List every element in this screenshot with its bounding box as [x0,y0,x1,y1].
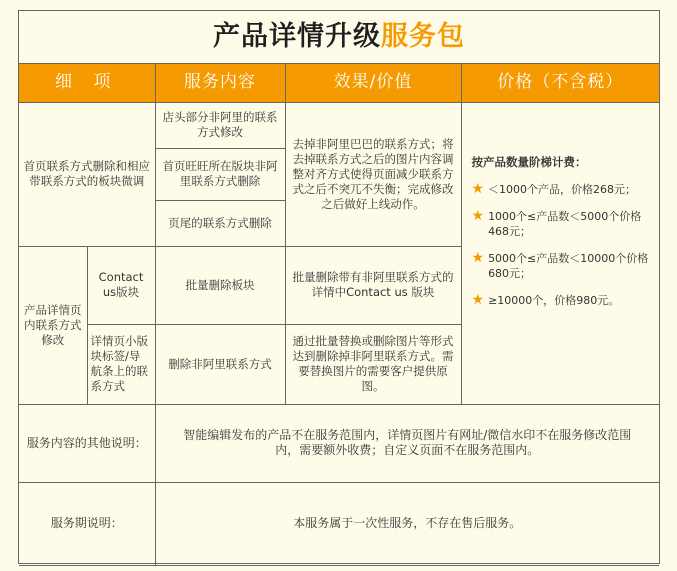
note-other-label: 服务内容的其他说明： [19,404,155,482]
note-row-other [19,404,659,482]
price-tier-text: 5000个≤产品数＜10000个价格680元； [488,251,649,280]
table-row [19,102,659,148]
header-item: 细 项 [19,64,155,102]
pricing-title: 按产品数量阶梯计费： [471,154,587,169]
section2-sub2-label: 详情页小版块标签/导航条上的联系方式 [87,324,155,404]
price-tier [472,293,650,308]
note-row-period [19,482,659,565]
section1-service-1: 店头部分非阿里的联系方式修改 [155,102,285,148]
section2-sub2-effect: 通过批量替换或删除图片等形式达到删除掉非阿里联系方式。需要替换图片的需要客户提供原图。 [285,324,461,404]
note-period-label: 服务期说明： [19,482,155,565]
title-main: 产品详情升级 [213,21,381,52]
star-icon: ★ [471,291,485,308]
title-highlight: 服务包 [381,21,465,52]
section2-sub1-effect: 批量删除带有非阿里联系方式的详情中Contact us 版块 [285,246,461,324]
price-tier-text: ≥10000个，价格980元。 [488,293,620,307]
section2-sub1-service: 批量删除板块 [155,246,285,324]
pricing-cell [461,102,659,404]
section1-effect: 去掉非阿里巴巴的联系方式；将去掉联系方式之后的图片内容调整对齐方式使得页面减少联系方式之后不突兀不失衡；完成修改之后做好上线动作。 [285,102,461,246]
page-title [19,11,659,64]
price-tier-text: ＜1000个产品，价格268元； [488,182,637,196]
section2-sub2-service: 删除非阿里联系方式 [155,324,285,404]
section2-sub1-label: Contact us版块 [87,246,155,324]
note-other-text: 智能编辑发布的产品不在服务范围内，详情页图片有网址/微信水印不在服务修改范围内，需要额外收费；自定义页面不在服务范围内。 [155,404,659,482]
section2-label: 产品详情页内联系方式修改 [19,246,87,404]
header-effect: 效果/价值 [285,64,461,102]
price-tier [472,182,650,197]
section1-service-2: 首页旺旺所在版块非阿里联系方式删除 [155,148,285,200]
section1-label: 首页联系方式删除和相应带联系方式的板块微调 [19,102,155,246]
price-tier [472,209,650,239]
service-table-container [18,10,660,564]
star-icon: ★ [471,207,485,224]
table-header-row [19,64,659,102]
price-tier [472,251,650,281]
price-tier-text: 1000个≤产品数＜5000个价格468元； [488,209,642,238]
note-period-text: 本服务属于一次性服务，不存在售后服务。 [155,482,659,565]
section1-service-3: 页尾的联系方式删除 [155,200,285,246]
header-price: 价格（不含税） [461,64,659,102]
star-icon: ★ [471,249,485,266]
service-table [19,64,659,566]
header-service: 服务内容 [155,64,285,102]
star-icon: ★ [471,180,485,197]
